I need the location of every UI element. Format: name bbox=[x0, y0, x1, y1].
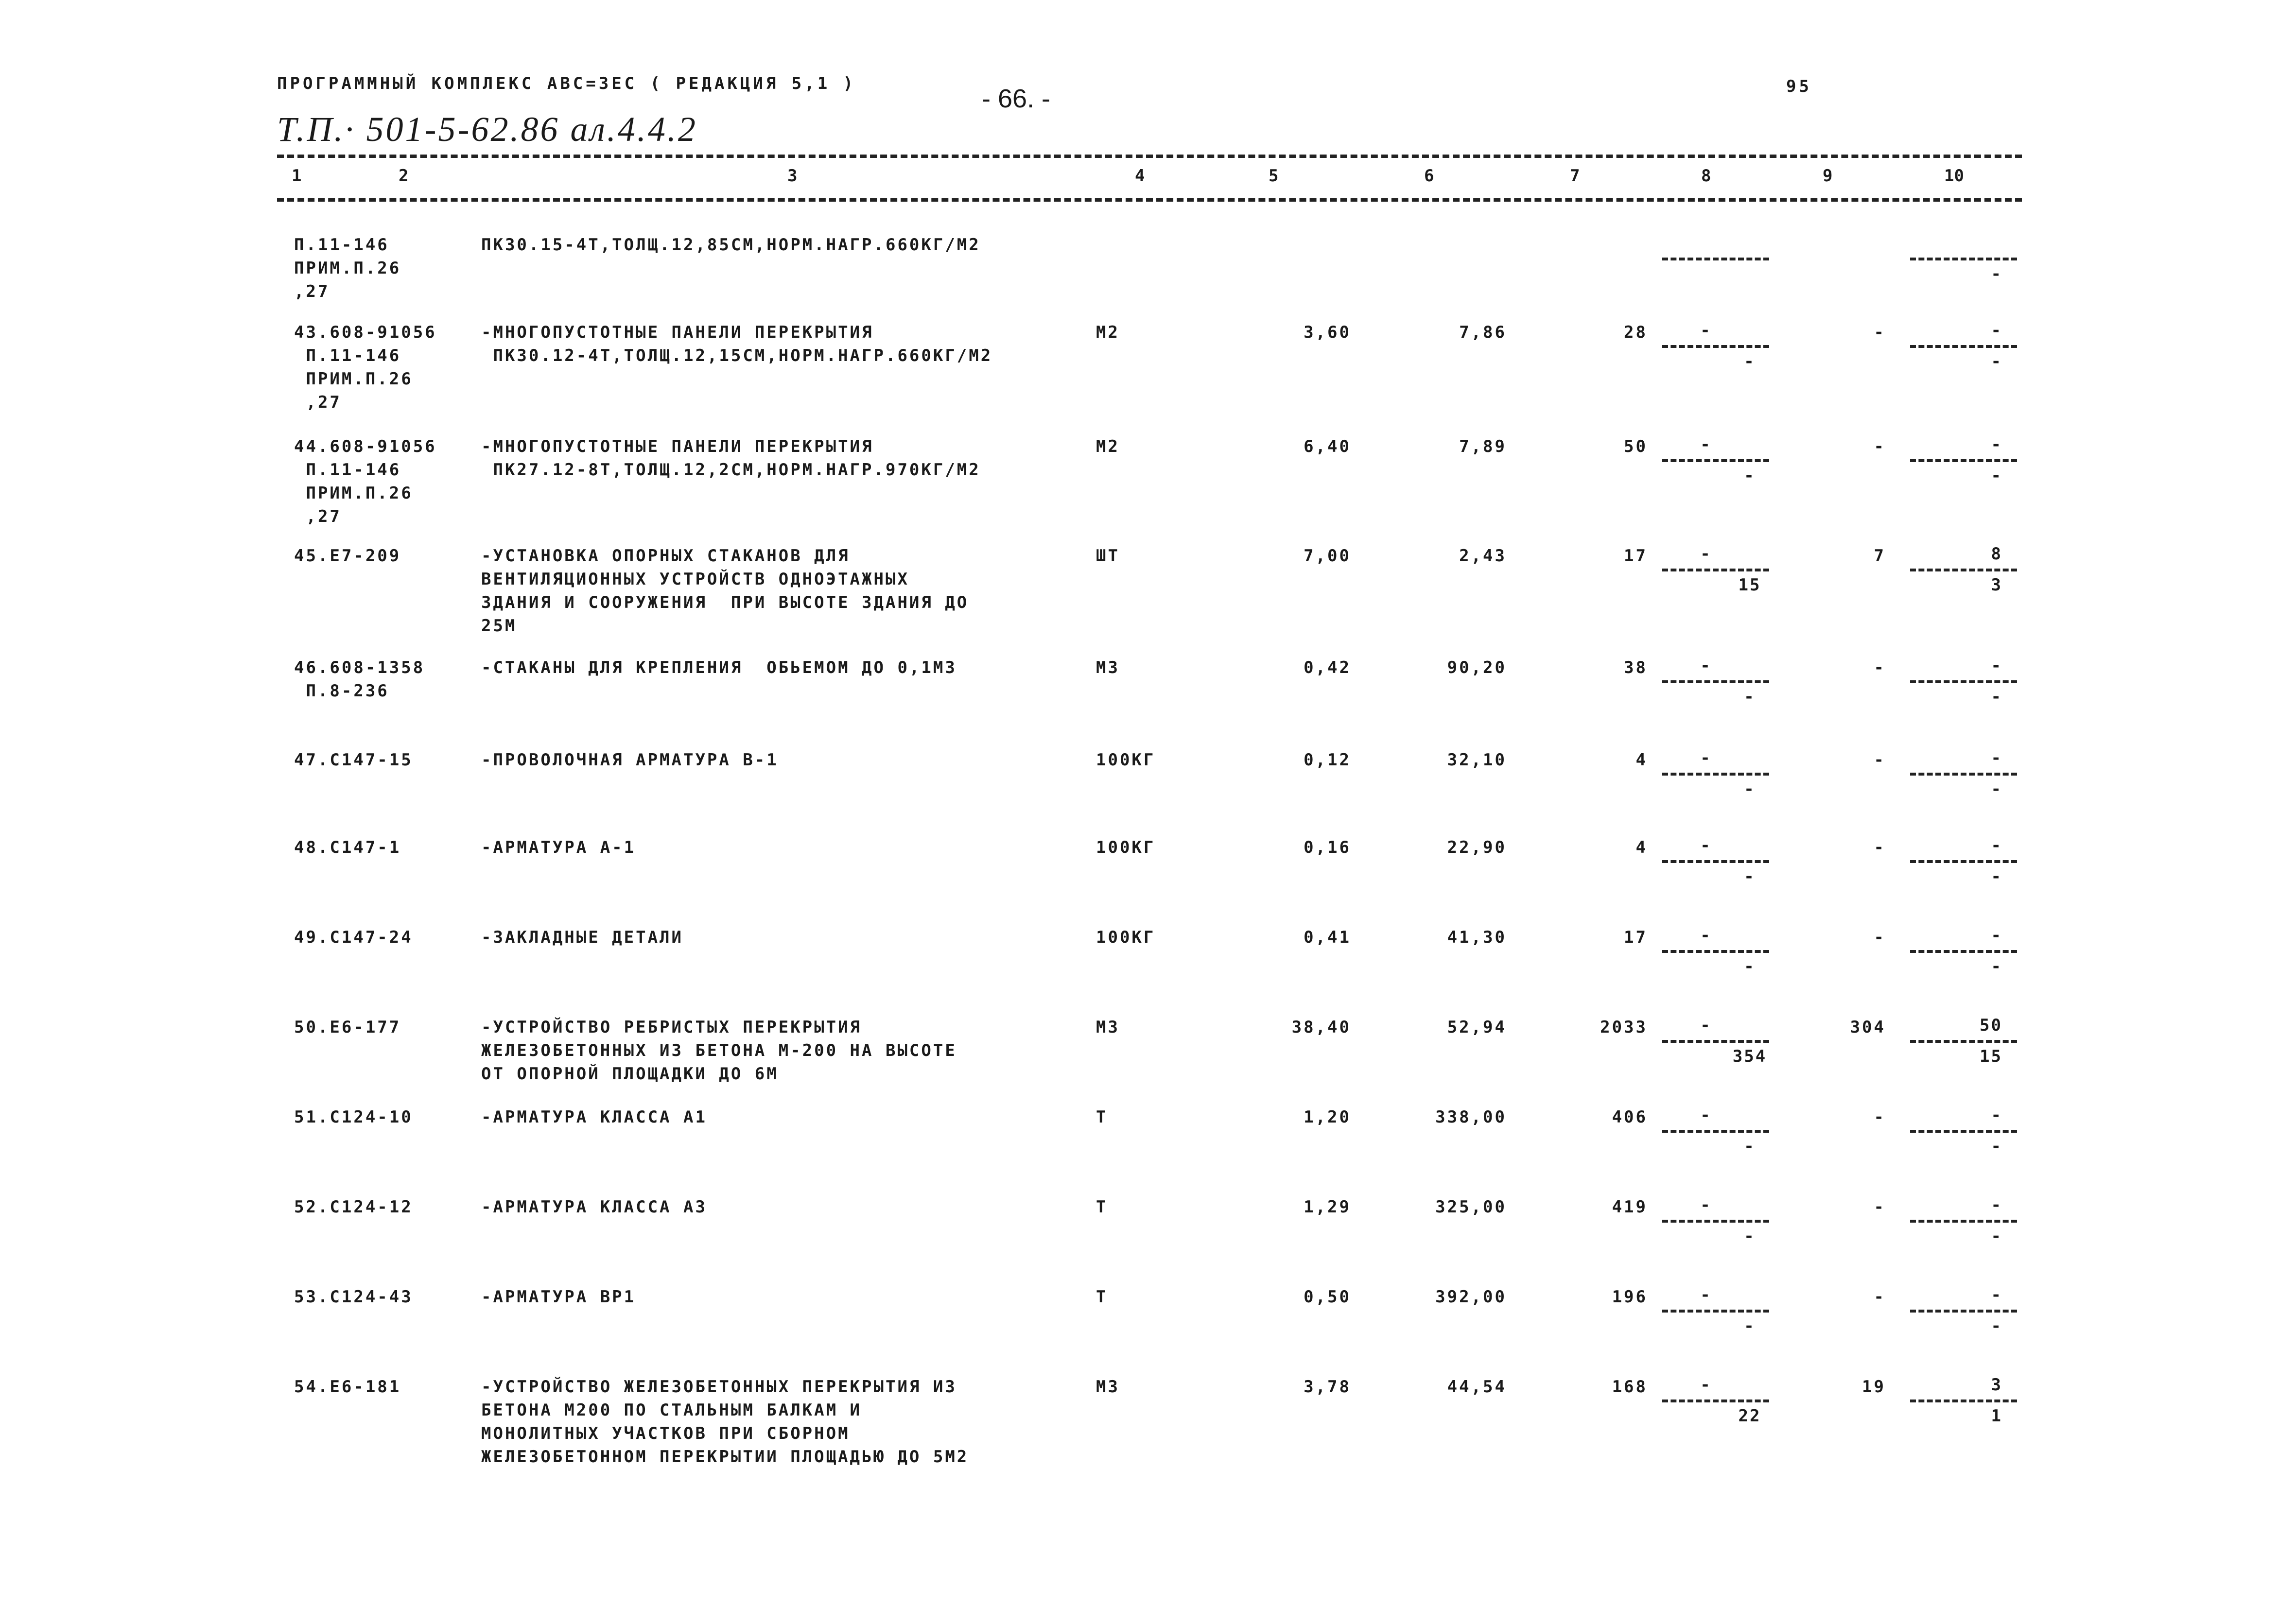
row-quantity: 3,60 bbox=[1304, 323, 1351, 342]
col10-top: - bbox=[1991, 1195, 2002, 1215]
col8-fraction-line bbox=[1662, 773, 1769, 776]
row-description: -АРМАТУРА ВР1 bbox=[481, 1287, 636, 1307]
row-description: -АРМАТУРА КЛАССА А1 bbox=[481, 1107, 707, 1127]
row-unit: 100КГ bbox=[1096, 838, 1156, 857]
row-code: 46.608-1358 П.8-236 bbox=[294, 658, 425, 701]
column-header: 7 bbox=[1570, 166, 1580, 186]
row-price: 44,54 bbox=[1447, 1377, 1507, 1397]
col8-fraction-line bbox=[1662, 950, 1769, 953]
col8-top: - bbox=[1700, 1016, 1712, 1035]
row-description: -ЗАКЛАДНЫЕ ДЕТАЛИ bbox=[481, 928, 683, 947]
row-quantity: 1,20 bbox=[1304, 1107, 1351, 1127]
col10-bottom: - bbox=[1991, 779, 2002, 799]
column-header: 1 bbox=[292, 166, 302, 186]
col8-top: - bbox=[1700, 836, 1712, 855]
col8-bottom: - bbox=[1744, 957, 1756, 976]
col8-bottom: - bbox=[1744, 1137, 1756, 1156]
row-quantity: 6,40 bbox=[1304, 437, 1351, 456]
row-total: 17 bbox=[1624, 546, 1648, 566]
col8-fraction-line bbox=[1662, 345, 1769, 348]
row-code: 44.608-91056 П.11-146 ПРИМ.П.26 ,27 bbox=[294, 437, 437, 526]
column-header: 2 bbox=[399, 166, 409, 186]
row-price: 392,00 bbox=[1435, 1287, 1507, 1307]
row-unit: М2 bbox=[1096, 323, 1120, 342]
col8-fraction-line bbox=[1662, 1310, 1769, 1313]
col10-top: - bbox=[1991, 748, 2002, 768]
col8-bottom: 22 bbox=[1738, 1406, 1761, 1426]
col8-top: - bbox=[1700, 656, 1712, 675]
col10-bottom: - bbox=[1991, 687, 2002, 707]
col8-top: - bbox=[1700, 321, 1712, 340]
row-unit: М3 bbox=[1096, 1377, 1120, 1397]
row-unit: Т bbox=[1096, 1197, 1108, 1217]
col10-fraction-line bbox=[1910, 258, 2017, 260]
col8-bottom: - bbox=[1744, 1227, 1756, 1246]
col9-value: 304 bbox=[1850, 1018, 1886, 1037]
row-total: 4 bbox=[1635, 750, 1648, 770]
row-quantity: 7,00 bbox=[1304, 546, 1351, 566]
row-code: 45.Е7-209 bbox=[294, 546, 401, 566]
col10-bottom: - bbox=[1991, 1316, 2002, 1336]
row-price: 90,20 bbox=[1447, 658, 1507, 677]
program-header: ПРОГРАММНЫЙ КОМПЛЕКС АВС=3ЕС ( РЕДАКЦИЯ 5,1 ) bbox=[277, 74, 856, 93]
col10-bottom: - bbox=[1991, 466, 2002, 485]
row-unit: Т bbox=[1096, 1287, 1108, 1307]
col10-fraction-line bbox=[1910, 1400, 2017, 1402]
col8-top: - bbox=[1700, 1375, 1712, 1395]
row-price: 338,00 bbox=[1435, 1107, 1507, 1127]
col10-bottom: - bbox=[1991, 957, 2002, 976]
column-header: 10 bbox=[1944, 166, 1964, 186]
row-description: -ПРОВОЛОЧНАЯ АРМАТУРА В-1 bbox=[481, 750, 779, 770]
column-header: 5 bbox=[1269, 166, 1279, 186]
col9-value: - bbox=[1874, 1107, 1886, 1127]
col8-fraction-line bbox=[1662, 1040, 1769, 1043]
row-total: 38 bbox=[1624, 658, 1648, 677]
row-price: 22,90 bbox=[1447, 838, 1507, 857]
row-description: -УСТРОЙСТВО ЖЕЛЕЗОБЕТОННЫХ ПЕРЕКРЫТИЯ ИЗ БЕТОНА М200 ПО СТАЛЬНЫМ БАЛКАМ И МОНОЛИТНЫХ УЧАСТКОВ ПРИ СБОРНОМ ЖЕЛЕЗОБЕТОННОМ ПЕРЕКРЫТИИ ПЛОЩАДЬЮ ДО 5М2 bbox=[481, 1377, 969, 1467]
row-total: 2033 bbox=[1600, 1018, 1648, 1037]
row-description: -УСТАНОВКА ОПОРНЫХ СТАКАНОВ ДЛЯ ВЕНТИЛЯЦИОННЫХ УСТРОЙСТВ ОДНОЭТАЖНЫХ ЗДАНИЯ И СООРУЖЕНИЯ ПРИ ВЫСОТЕ ЗДАНИЯ ДО 25М bbox=[481, 546, 969, 636]
row-total: 419 bbox=[1612, 1197, 1648, 1217]
col8-bottom: - bbox=[1744, 687, 1756, 707]
col9-value: 7 bbox=[1874, 546, 1886, 566]
row-unit: М2 bbox=[1096, 437, 1120, 456]
col9-value: - bbox=[1874, 323, 1886, 342]
row-description: -АРМАТУРА КЛАССА А3 bbox=[481, 1197, 707, 1217]
col10-fraction-line bbox=[1910, 1310, 2017, 1313]
handwritten-reference: Т.П.· 501-5-62.86 ал.4.4.2 bbox=[277, 110, 697, 149]
row-description: -АРМАТУРА А-1 bbox=[481, 838, 636, 857]
row-total: 4 bbox=[1635, 838, 1648, 857]
row-quantity: 1,29 bbox=[1304, 1197, 1351, 1217]
row-code: 54.Е6-181 bbox=[294, 1377, 401, 1397]
column-header: 8 bbox=[1701, 166, 1711, 186]
row-unit: ШТ bbox=[1096, 546, 1120, 566]
row-code: 50.Е6-177 bbox=[294, 1018, 401, 1037]
row-unit: Т bbox=[1096, 1107, 1108, 1127]
row-total: 50 bbox=[1624, 437, 1648, 456]
col8-fraction-line bbox=[1662, 569, 1769, 571]
row-quantity: 0,42 bbox=[1304, 658, 1351, 677]
col8-bottom: - bbox=[1744, 466, 1756, 485]
col10-fraction-line bbox=[1910, 345, 2017, 348]
row-unit: 100КГ bbox=[1096, 750, 1156, 770]
row-code: 51.С124-10 bbox=[294, 1107, 413, 1127]
row-quantity: 0,12 bbox=[1304, 750, 1351, 770]
row-price: 41,30 bbox=[1447, 928, 1507, 947]
col10-fraction-line bbox=[1910, 1040, 2017, 1043]
row-price: 32,10 bbox=[1447, 750, 1507, 770]
col8-bottom: - bbox=[1744, 352, 1756, 371]
row-description: -УСТРОЙСТВО РЕБРИСТЫХ ПЕРЕКРЫТИЯ ЖЕЛЕЗОБЕТОННЫХ ИЗ БЕТОНА М-200 НА ВЫСОТЕ ОТ ОПОРНОЙ ПЛОЩАДКИ ДО 6М bbox=[481, 1018, 957, 1084]
col10-fraction-line bbox=[1910, 860, 2017, 863]
col8-fraction-line bbox=[1662, 1220, 1769, 1223]
page-number: - 66. - bbox=[982, 84, 1051, 113]
col9-value: - bbox=[1874, 838, 1886, 857]
col10-bottom: 3 bbox=[1991, 575, 2002, 595]
row-quantity: 38,40 bbox=[1291, 1018, 1351, 1037]
col10-fraction-line bbox=[1910, 680, 2017, 683]
col8-bottom: - bbox=[1744, 779, 1756, 799]
col10-top: - bbox=[1991, 1285, 2002, 1305]
row-quantity: 0,41 bbox=[1304, 928, 1351, 947]
col8-fraction-line bbox=[1662, 459, 1769, 462]
row-code: 49.С147-24 bbox=[294, 928, 413, 947]
col9-value: - bbox=[1874, 750, 1886, 770]
row-quantity: 0,50 bbox=[1304, 1287, 1351, 1307]
row-total: 196 bbox=[1612, 1287, 1648, 1307]
sheet-number: 95 bbox=[1786, 77, 1812, 96]
col10-top: - bbox=[1991, 1106, 2002, 1125]
row-description: -МНОГОПУСТОТНЫЕ ПАНЕЛИ ПЕРЕКРЫТИЯ ПК30.12-4Т,ТОЛЩ.12,15СМ,НОРМ.НАГР.660КГ/М2 bbox=[481, 323, 993, 365]
col10-bottom: - bbox=[1991, 867, 2002, 886]
row-price: 325,00 bbox=[1435, 1197, 1507, 1217]
col8-top: - bbox=[1700, 544, 1712, 564]
col8-bottom: 15 bbox=[1738, 575, 1761, 595]
col9-value: - bbox=[1874, 437, 1886, 456]
col8-fraction-line bbox=[1662, 258, 1769, 260]
row-price: 2,43 bbox=[1459, 546, 1507, 566]
col10-fraction-line bbox=[1910, 1130, 2017, 1133]
row-unit: 100КГ bbox=[1096, 928, 1156, 947]
col8-top: - bbox=[1700, 1285, 1712, 1305]
col9-value: - bbox=[1874, 928, 1886, 947]
row-price: 52,94 bbox=[1447, 1018, 1507, 1037]
col10-bottom: 1 bbox=[1991, 1406, 2002, 1426]
col9-value: 19 bbox=[1862, 1377, 1886, 1397]
column-header: 6 bbox=[1424, 166, 1434, 186]
col10-top: - bbox=[1991, 656, 2002, 675]
row-code: 52.С124-12 bbox=[294, 1197, 413, 1217]
column-header: 9 bbox=[1823, 166, 1833, 186]
col8-fraction-line bbox=[1662, 1400, 1769, 1402]
col10-top: - bbox=[1991, 435, 2002, 454]
col9-value: - bbox=[1874, 1287, 1886, 1307]
col10-top: 8 bbox=[1991, 544, 2002, 564]
col8-bottom: 354 bbox=[1732, 1047, 1767, 1066]
row-quantity: 3,78 bbox=[1304, 1377, 1351, 1397]
row-price: 7,86 bbox=[1459, 323, 1507, 342]
row-price: 7,89 bbox=[1459, 437, 1507, 456]
row-code: 48.С147-1 bbox=[294, 838, 401, 857]
col10-bottom: - bbox=[1991, 1137, 2002, 1156]
col10-fraction-line bbox=[1910, 773, 2017, 776]
row-code: 53.С124-43 bbox=[294, 1287, 413, 1307]
col8-top: - bbox=[1700, 1195, 1712, 1215]
row-description: ПК30.15-4Т,ТОЛЩ.12,85СМ,НОРМ.НАГР.660КГ/М2 bbox=[481, 235, 981, 255]
row-unit: М3 bbox=[1096, 658, 1120, 677]
row-total: 28 bbox=[1624, 323, 1648, 342]
col10-top: - bbox=[1991, 836, 2002, 855]
row-code: 47.С147-15 bbox=[294, 750, 413, 770]
col8-top: - bbox=[1700, 435, 1712, 454]
row-code: П.11-146 ПРИМ.П.26 ,27 bbox=[294, 235, 401, 301]
col10-top: - bbox=[1991, 321, 2002, 340]
col10-fraction-line bbox=[1910, 950, 2017, 953]
col9-value: - bbox=[1874, 658, 1886, 677]
col10-top: - bbox=[1991, 926, 2002, 945]
table-top-rule bbox=[277, 155, 2022, 158]
row-total: 406 bbox=[1612, 1107, 1648, 1127]
col10-fraction-line bbox=[1910, 1220, 2017, 1223]
col10-bottom: 15 bbox=[1980, 1047, 2002, 1066]
column-header: 3 bbox=[787, 166, 798, 186]
col10-top: 50 bbox=[1980, 1016, 2002, 1035]
col10-fraction-line bbox=[1910, 569, 2017, 571]
row-code: 43.608-91056 П.11-146 ПРИМ.П.26 ,27 bbox=[294, 323, 437, 412]
col8-fraction-line bbox=[1662, 860, 1769, 863]
col8-bottom: - bbox=[1744, 1316, 1756, 1336]
col10-top: 3 bbox=[1991, 1375, 2002, 1395]
column-header: 4 bbox=[1135, 166, 1145, 186]
row-description: -СТАКАНЫ ДЛЯ КРЕПЛЕНИЯ ОБЬЕМОМ ДО 0,1М3 bbox=[481, 658, 957, 677]
col10-bottom: - bbox=[1991, 264, 2002, 284]
row-description: -МНОГОПУСТОТНЫЕ ПАНЕЛИ ПЕРЕКРЫТИЯ ПК27.12-8Т,ТОЛЩ.12,2СМ,НОРМ.НАГР.970КГ/М2 bbox=[481, 437, 981, 480]
col9-value: - bbox=[1874, 1197, 1886, 1217]
col8-top: - bbox=[1700, 748, 1712, 768]
table-header-rule bbox=[277, 198, 2022, 202]
col8-fraction-line bbox=[1662, 680, 1769, 683]
row-total: 168 bbox=[1612, 1377, 1648, 1397]
col8-fraction-line bbox=[1662, 1130, 1769, 1133]
row-total: 17 bbox=[1624, 928, 1648, 947]
col10-fraction-line bbox=[1910, 459, 2017, 462]
row-unit: М3 bbox=[1096, 1018, 1120, 1037]
row-quantity: 0,16 bbox=[1304, 838, 1351, 857]
col8-bottom: - bbox=[1744, 867, 1756, 886]
col10-bottom: - bbox=[1991, 1227, 2002, 1246]
col10-bottom: - bbox=[1991, 352, 2002, 371]
col8-top: - bbox=[1700, 1106, 1712, 1125]
col8-top: - bbox=[1700, 926, 1712, 945]
